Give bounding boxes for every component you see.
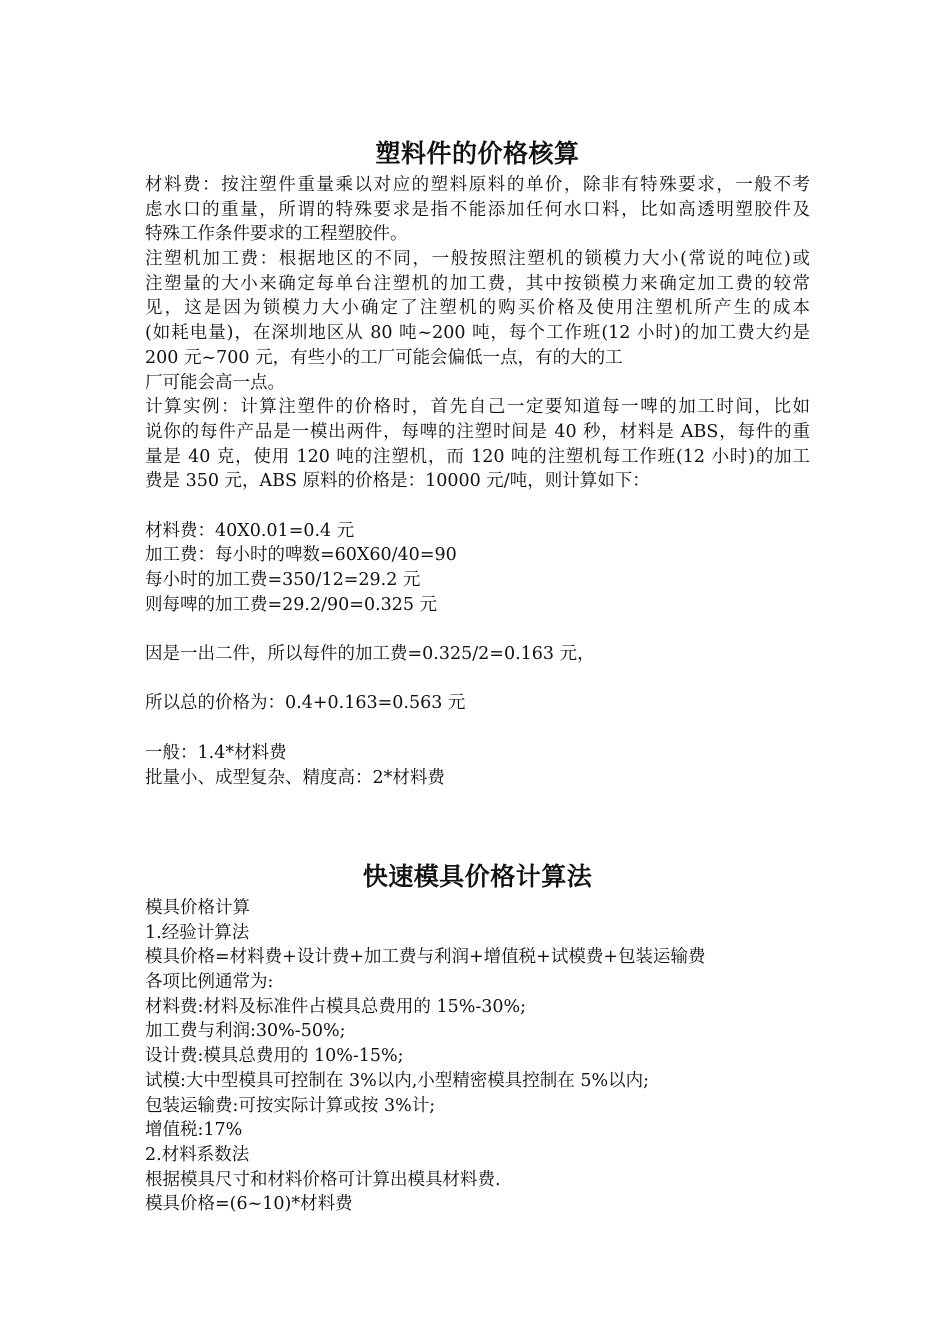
text-line [145,494,810,519]
text-line: 材料费：40X0.01=0.4 元 [145,520,355,541]
text-line: 2.材料系数法 [145,1144,250,1165]
text-line: 一般：1.4*材料费 [145,742,287,763]
section-title-mold-price: 快速模具价格计算法 [362,862,593,891]
text-line: 加工费：每小时的啤数=60X60/40=90 [145,545,457,566]
text-line: 批量小、成型复杂、精度高：2*材料费 [145,767,445,788]
text-line [145,716,810,741]
text-line: 模具价格=材料费+设计费+加工费与利润+增值税+试模费+包装运输费 [145,947,706,968]
text-line: 模具价格=(6~10)*材料费 [145,1194,353,1215]
text-line: 根据模具尺寸和材料价格可计算出模具材料费. [145,1169,501,1190]
text-line: 模具价格计算 [145,898,250,918]
text-line: 200 元~700 元，有些小的工厂可能会偏低一点，有的大的工 [145,347,623,368]
text-line: (如耗电量)，在深圳地区从 80 吨~200 吨，每个工作班(12 小时)的加工费大约是 [145,323,810,344]
text-line: 所以总的价格为：0.4+0.163=0.563 元 [145,693,466,714]
text-line: 包装运输费:可按实际计算或按 3%计; [145,1095,436,1116]
text-line: 材料费：按注塑件重量乘以对应的塑料原料的单价，除非有特殊要求，一般不考 [145,175,810,195]
text-line: 每小时的加工费=350/12=29.2 元 [145,570,421,590]
text-line: 1.经验计算法 [145,922,250,943]
text-line: 见，这是因为锁模力大小确定了注塑机的购买价格及使用注塑机所产生的成本 [145,298,810,319]
text-line: 厂可能会高一点。 [145,372,285,393]
section-body-plastic-price [145,173,810,790]
text-line: 虑水口的重量，所谓的特殊要求是指不能添加任何水口料，比如高透明塑胶件及 [145,199,810,220]
text-line [145,617,810,642]
text-line: 材料费:材料及标准件占模具总费用的 15%-30%; [145,996,527,1017]
text-line: 量是 40 克，使用 120 吨的注塑机，而 120 吨的注塑机每工作班(12 小时)的加工 [145,446,810,467]
text-line: 费是 350 元，ABS 原料的价格是：10000 元/吨，则计算如下： [145,471,650,492]
text-line: 因是一出二件，所以每件的加工费=0.325/2=0.163 元， [145,644,595,665]
text-line: 各项比例通常为: [145,972,274,993]
section-title-plastic-price: 塑料件的价格核算 [375,139,580,168]
text-line: 试模:大中型模具可控制在 3%以内,小型精密模具控制在 5%以内; [145,1070,650,1091]
text-line [145,667,810,692]
text-line: 则每啤的加工费=29.2/90=0.325 元 [145,594,438,615]
section-body-mold-price [145,896,810,1217]
text-line: 计算实例：计算注塑件的价格时，首先自己一定要知道每一啤的加工时间，比如 [145,397,810,418]
text-line: 注塑量的大小来确定每单台注塑机的加工费，其中按锁模力来确定加工费的较常 [145,273,810,294]
text-line: 说你的每件产品是一模出两件，每啤的注塑时间是 40 秒，材料是 ABS，每件的重 [145,421,810,442]
text-line: 注塑机加工费：根据地区的不同，一般按照注塑机的锁模力大小(常说的吨位)或 [145,249,810,270]
text-line: 增值税:17% [145,1120,243,1141]
text-line: 设计费:模具总费用的 10%-15%; [145,1046,404,1067]
text-line: 特殊工作条件要求的工程塑胶件。 [145,224,408,245]
text-line: 加工费与利润:30%-50%; [145,1021,346,1042]
